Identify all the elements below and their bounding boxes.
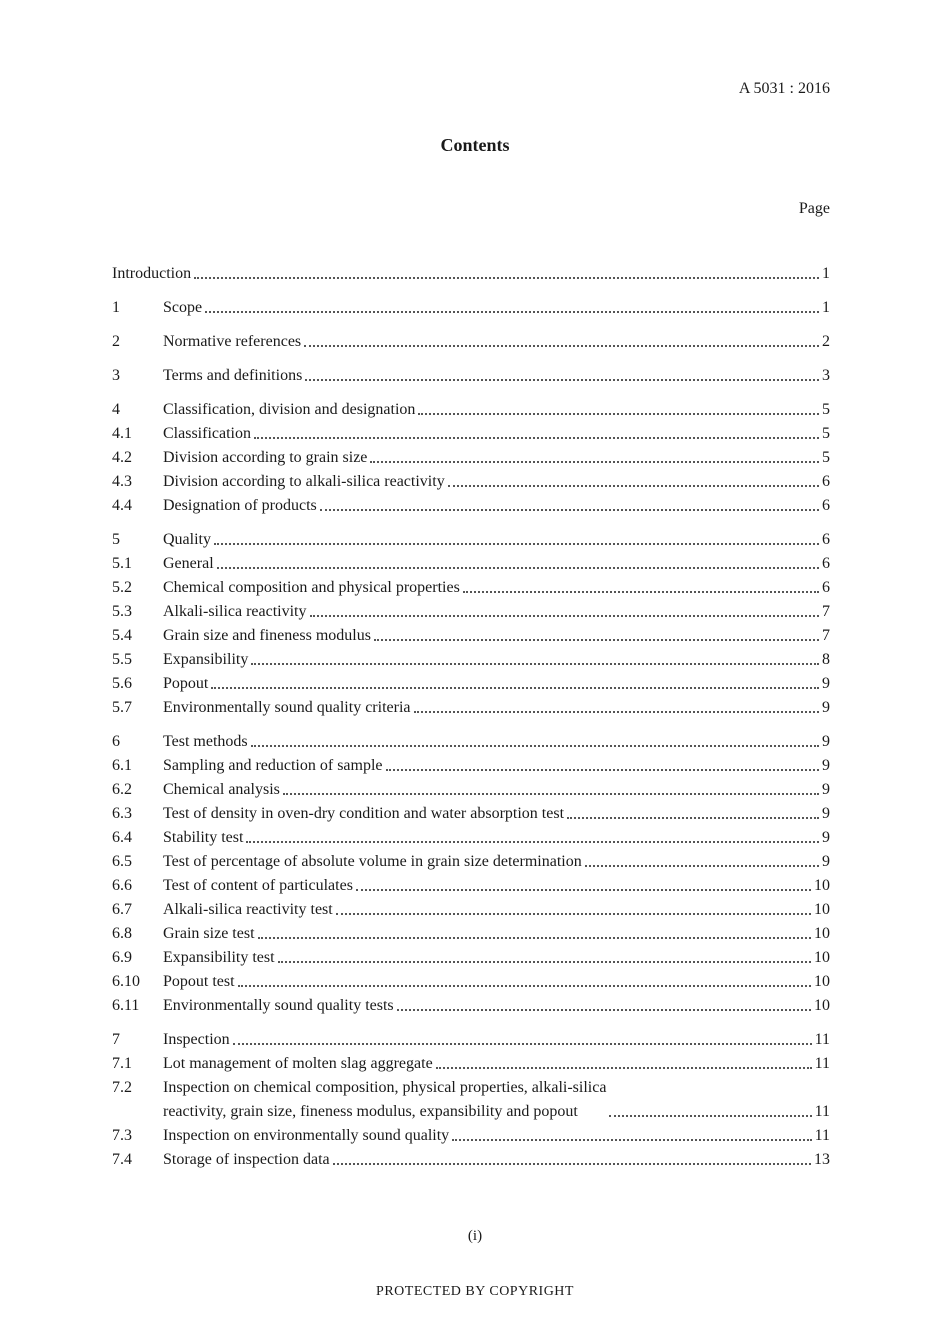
toc-section-title: Popout <box>163 675 209 692</box>
toc-entry[interactable] <box>112 778 830 802</box>
toc-entry-body <box>163 826 830 850</box>
toc-page-number: 10 <box>814 949 830 966</box>
toc-entry[interactable] <box>112 446 830 470</box>
toc-section-title: Expansibility test <box>163 949 275 966</box>
toc-dot-leader <box>238 984 811 987</box>
toc-page-number: 7 <box>822 627 830 644</box>
toc-page-number: 5 <box>822 401 830 418</box>
toc-section-number: 6.3 <box>112 805 132 822</box>
toc-dot-leader <box>283 792 819 795</box>
toc-entry[interactable] <box>112 802 830 826</box>
toc-dot-leader <box>310 614 820 617</box>
toc-section-title-line: Inspection on chemical composition, physical properties, alkali-silica <box>163 1079 607 1096</box>
toc-entry-body <box>163 1124 830 1148</box>
toc-entry-body <box>163 1076 830 1124</box>
toc-entry-body <box>163 422 830 446</box>
toc-entry-body <box>163 946 830 970</box>
toc-entry[interactable] <box>112 422 830 446</box>
toc-dot-leader <box>246 840 819 843</box>
toc-section-number: 7.3 <box>112 1127 132 1144</box>
toc-dot-leader <box>436 1066 812 1069</box>
toc-section-number: 7.1 <box>112 1055 132 1072</box>
toc-section-title: Introduction <box>112 265 192 282</box>
toc-entry-body <box>163 576 830 600</box>
toc-section-number: 6.10 <box>112 973 140 990</box>
toc-entry[interactable] <box>112 850 830 874</box>
toc-entry-body <box>163 364 830 388</box>
toc-entry[interactable] <box>112 470 830 494</box>
toc-entry[interactable] <box>112 1124 830 1148</box>
toc-entry[interactable] <box>112 1028 830 1052</box>
toc-section-title: Stability test <box>163 829 244 846</box>
toc-page-number: 6 <box>822 579 830 596</box>
toc-entry-body <box>163 970 830 994</box>
toc-section-number: 5.3 <box>112 603 132 620</box>
toc-section-number: 6.6 <box>112 877 132 894</box>
toc-section-number: 5.5 <box>112 651 132 668</box>
toc-section-title: Test of density in oven-dry condition and water absorption test <box>163 805 565 822</box>
toc-section-number: 6.7 <box>112 901 132 918</box>
toc-page-number: 9 <box>822 829 830 846</box>
toc-page-number: 3 <box>822 367 830 384</box>
toc-entry-body <box>163 898 830 922</box>
toc-section-number: 6.8 <box>112 925 132 942</box>
toc-dot-leader <box>278 960 811 963</box>
toc-entry[interactable] <box>112 826 830 850</box>
toc-section-number: 3 <box>112 367 120 384</box>
toc-entry[interactable] <box>112 946 830 970</box>
toc-section-number: 7.4 <box>112 1151 132 1168</box>
toc-dot-leader <box>194 276 819 279</box>
toc-page-number: 5 <box>822 425 830 442</box>
toc-page-number: 5 <box>822 449 830 466</box>
toc-entry[interactable] <box>112 1148 830 1172</box>
toc-entry-body <box>163 470 830 494</box>
toc-section-title: Sampling and reduction of sample <box>163 757 383 774</box>
toc-dot-leader <box>336 912 811 915</box>
toc-dot-leader <box>333 1162 811 1165</box>
toc-section-number: 2 <box>112 333 120 350</box>
toc-page-number: 7 <box>822 603 830 620</box>
toc-entry[interactable] <box>112 296 830 320</box>
toc-entry-body <box>163 1052 830 1076</box>
toc-dot-leader <box>251 744 819 747</box>
toc-entry-body <box>163 398 830 422</box>
toc-entry-body <box>163 802 830 826</box>
toc-entry-body <box>163 754 830 778</box>
toc-page-number: 10 <box>814 925 830 942</box>
toc-section-title: Inspection <box>163 1031 230 1048</box>
toc-section-title: Chemical composition and physical properties <box>163 579 460 596</box>
toc-page-number: 10 <box>814 997 830 1014</box>
toc-section-title: General <box>163 555 214 572</box>
toc-section-title: Grain size and fineness modulus <box>163 627 371 644</box>
toc-section-number: 4 <box>112 401 120 418</box>
toc-dot-leader <box>233 1042 812 1045</box>
toc-page-number: 11 <box>814 1055 830 1072</box>
toc-dot-leader <box>463 590 819 593</box>
toc-entry[interactable] <box>112 552 830 576</box>
toc-entry[interactable] <box>112 898 830 922</box>
toc-page-number: 6 <box>822 473 830 490</box>
toc-section-number: 5.4 <box>112 627 132 644</box>
contents-title: Contents <box>440 135 510 155</box>
toc-section-title: Classification, division and designation <box>163 401 416 418</box>
toc-entry-body <box>163 600 830 624</box>
toc-entry[interactable] <box>112 754 830 778</box>
toc-section-title: Scope <box>163 299 203 316</box>
toc-section-number: 6.1 <box>112 757 132 774</box>
toc-entry-body <box>163 730 830 754</box>
toc-entry[interactable] <box>112 330 830 354</box>
toc-section-number: 6 <box>112 733 120 750</box>
toc-entry-body <box>163 552 830 576</box>
toc-entry-body <box>163 330 830 354</box>
toc-dot-leader <box>609 1114 811 1117</box>
toc-section-title: Test of content of particulates <box>163 877 353 894</box>
toc-section-title: Terms and definitions <box>163 367 303 384</box>
toc-entry[interactable] <box>112 1052 830 1076</box>
toc-page-number: 1 <box>822 299 830 316</box>
toc-dot-leader <box>567 816 819 819</box>
copyright-notice: PROTECTED BY COPYRIGHT <box>376 1284 574 1299</box>
toc-section-title: Grain size test <box>163 925 255 942</box>
page-number: (i) <box>467 1228 483 1244</box>
toc-section-number: 4.2 <box>112 449 132 466</box>
toc-dot-leader <box>370 460 819 463</box>
toc-dot-leader <box>452 1138 811 1141</box>
toc-page-number: 6 <box>822 531 830 548</box>
toc-section-title: Expansibility <box>163 651 249 668</box>
toc-entry[interactable] <box>112 398 830 422</box>
toc-dot-leader <box>356 888 811 891</box>
toc-section-title: Classification <box>163 425 251 442</box>
toc-entry[interactable] <box>112 364 830 388</box>
toc-page-number: 6 <box>822 497 830 514</box>
toc-section-title: Storage of inspection data <box>163 1151 330 1168</box>
toc-section-title: Test of percentage of absolute volume in grain size determination <box>163 853 582 870</box>
toc-dot-leader <box>214 542 819 545</box>
toc-entry-body <box>163 1148 830 1172</box>
toc-section-title: Test methods <box>163 733 248 750</box>
toc-entry[interactable] <box>112 262 830 286</box>
toc-section-number: 5.1 <box>112 555 132 572</box>
toc-page-number: 8 <box>822 651 830 668</box>
toc-dot-leader <box>414 710 820 713</box>
toc-section-title: Inspection on environmentally sound quality <box>163 1127 450 1144</box>
toc-entry[interactable] <box>112 1076 830 1124</box>
toc-page-number: 9 <box>822 757 830 774</box>
toc-page-number: 1 <box>822 265 830 282</box>
toc-section-title-line: reactivity, grain size, fineness modulus, expansibility and popout <box>163 1103 578 1120</box>
toc-entry-body <box>163 994 830 1018</box>
toc-page-number: 13 <box>814 1151 830 1168</box>
toc-section-title: Designation of products <box>163 497 317 514</box>
toc-section-title: Popout test <box>163 973 235 990</box>
toc-dot-leader <box>397 1008 811 1011</box>
toc-entry[interactable] <box>112 624 830 648</box>
toc-entry-body <box>163 648 830 672</box>
toc-page-number: 6 <box>822 555 830 572</box>
toc-entry[interactable] <box>112 922 830 946</box>
toc-section-number: 6.2 <box>112 781 132 798</box>
toc-page-number: 9 <box>822 675 830 692</box>
toc-entry-body <box>163 672 830 696</box>
toc-dot-leader <box>585 864 819 867</box>
toc-entry[interactable] <box>112 576 830 600</box>
toc-entry[interactable] <box>112 696 830 720</box>
toc-dot-leader <box>211 686 819 689</box>
toc-entry-body <box>163 850 830 874</box>
toc-entry[interactable] <box>112 874 830 898</box>
toc-dot-leader <box>205 310 819 313</box>
toc-page-number: 10 <box>814 901 830 918</box>
toc-section-number: 6.11 <box>112 997 140 1014</box>
toc-page-number: 11 <box>814 1127 830 1144</box>
toc-section-number: 1 <box>112 299 120 316</box>
toc-dot-leader <box>320 508 819 511</box>
toc-section-number: 4.1 <box>112 425 132 442</box>
toc-section-title: Alkali-silica reactivity test <box>163 901 333 918</box>
toc-page-number: 9 <box>822 781 830 798</box>
toc-section-number: 5.2 <box>112 579 132 596</box>
page-column-label: Page <box>798 200 830 217</box>
toc-entry[interactable] <box>112 528 830 552</box>
toc-dot-leader <box>251 662 819 665</box>
toc-page-number: 9 <box>822 699 830 716</box>
toc-entry[interactable] <box>112 730 830 754</box>
toc-section-title: Environmentally sound quality tests <box>163 997 394 1014</box>
toc-dot-leader <box>386 768 819 771</box>
toc-page-number: 9 <box>822 805 830 822</box>
toc-section-number: 6.4 <box>112 829 132 846</box>
toc-dot-leader <box>217 566 819 569</box>
toc-section-number: 6.5 <box>112 853 132 870</box>
toc-dot-leader <box>304 344 819 347</box>
toc-section-title: Normative references <box>163 333 302 350</box>
toc-page-number: 9 <box>822 853 830 870</box>
toc-dot-leader <box>305 378 819 381</box>
toc-entry-body <box>163 778 830 802</box>
toc-dot-leader <box>254 436 819 439</box>
toc-section-title: Chemical analysis <box>163 781 280 798</box>
document-number: A 5031 : 2016 <box>738 80 830 97</box>
toc-page-number: 11 <box>814 1103 830 1120</box>
toc-section-title: Alkali-silica reactivity <box>163 603 307 620</box>
toc-section-title <box>163 1076 606 1124</box>
toc-section-number: 5 <box>112 531 120 548</box>
toc-section-title: Quality <box>163 531 211 548</box>
toc-page-number: 2 <box>822 333 830 350</box>
toc-entry-body <box>112 262 830 286</box>
toc-entry-body <box>163 296 830 320</box>
toc-section-number: 7.2 <box>112 1079 132 1096</box>
toc-section-number: 4.4 <box>112 497 132 514</box>
toc-section-number: 6.9 <box>112 949 132 966</box>
toc-dot-leader <box>448 484 819 487</box>
toc-entry-body <box>163 494 830 518</box>
toc-entry[interactable] <box>112 494 830 518</box>
toc-entry-body <box>163 624 830 648</box>
table-of-contents <box>112 262 830 1172</box>
toc-section-number: 5.6 <box>112 675 132 692</box>
toc-dot-leader <box>418 412 819 415</box>
toc-entry-body <box>163 446 830 470</box>
toc-section-number: 7 <box>112 1031 120 1048</box>
toc-entry[interactable] <box>112 648 830 672</box>
toc-section-title: Lot management of molten slag aggregate <box>163 1055 433 1072</box>
toc-entry-body <box>163 922 830 946</box>
toc-entry[interactable] <box>112 672 830 696</box>
toc-entry[interactable] <box>112 970 830 994</box>
toc-section-title: Environmentally sound quality criteria <box>163 699 411 716</box>
toc-section-title: Division according to alkali-silica reactivity <box>163 473 445 490</box>
toc-entry-body <box>163 696 830 720</box>
toc-entry-body <box>163 1028 830 1052</box>
toc-dot-leader <box>258 936 811 939</box>
toc-section-number: 5.7 <box>112 699 132 716</box>
toc-section-title: Division according to grain size <box>163 449 368 466</box>
toc-page-number: 10 <box>814 973 830 990</box>
toc-entry[interactable] <box>112 994 830 1018</box>
toc-entry-body <box>163 528 830 552</box>
toc-entry-body <box>163 874 830 898</box>
toc-entry[interactable] <box>112 600 830 624</box>
toc-page-number: 10 <box>814 877 830 894</box>
toc-page-number: 11 <box>814 1031 830 1048</box>
toc-page-number: 9 <box>822 733 830 750</box>
toc-section-number: 4.3 <box>112 473 132 490</box>
toc-dot-leader <box>374 638 819 641</box>
